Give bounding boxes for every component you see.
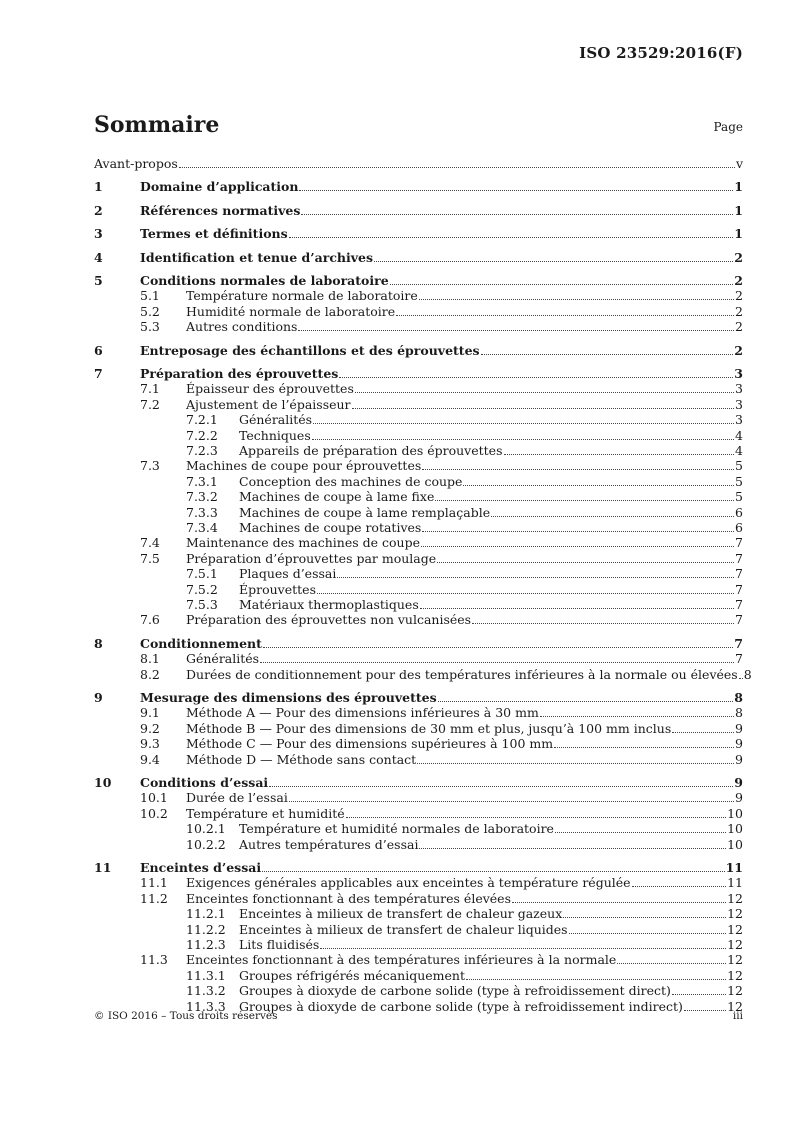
toc-entry[interactable] xyxy=(94,343,743,359)
toc-entry[interactable] xyxy=(94,821,743,837)
toc-entry-page: 3 xyxy=(735,412,743,428)
dot-leader xyxy=(352,408,735,409)
toc-entry-number: 10 xyxy=(94,775,112,790)
toc-entry-page: 4 xyxy=(735,427,743,443)
toc-entry-number: 10.2.1 xyxy=(186,821,226,837)
toc-entry-page: 9 xyxy=(734,775,743,790)
page-footer xyxy=(94,1010,743,1026)
dot-leader xyxy=(320,948,726,949)
toc-entry[interactable] xyxy=(94,428,743,444)
toc-entry[interactable] xyxy=(94,612,743,628)
toc-entry-title: Enceintes d’essai xyxy=(140,860,262,875)
toc-entry-number: 7.5.2 xyxy=(186,581,218,597)
dot-leader xyxy=(390,284,734,285)
page-title: Sommaire xyxy=(94,112,220,138)
dot-leader xyxy=(422,531,734,532)
toc-entry[interactable] xyxy=(94,304,743,320)
toc-entry-page: 12 xyxy=(727,998,743,1014)
toc-entry[interactable] xyxy=(94,837,743,853)
dot-leader xyxy=(540,716,734,717)
toc-entry-title: Température et humidité xyxy=(186,805,345,821)
toc-entry-number: 5.3 xyxy=(140,319,160,335)
toc-entry-title: Groupes à dioxyde de carbone solide (type à refroidissement indirect) xyxy=(239,998,683,1014)
toc-entry-title: Techniques xyxy=(239,427,311,443)
toc-entry-number: 3 xyxy=(94,226,103,242)
toc-entry-page: 2 xyxy=(734,342,743,358)
dot-leader xyxy=(466,979,726,980)
toc-entry-page: 7 xyxy=(735,612,743,628)
toc-entry[interactable] xyxy=(94,273,743,289)
toc-entry-title: Ajustement de l’épaisseur xyxy=(186,396,351,412)
dot-leader xyxy=(422,469,734,470)
toc-entry[interactable] xyxy=(94,860,743,876)
toc-entry-title: Méthode A — Pour des dimensions inférieures à 30 mm xyxy=(186,705,539,721)
toc-entry-number: 7.3.3 xyxy=(186,504,218,520)
toc-entry-title: Groupes à dioxyde de carbone solide (type à refroidissement direct) xyxy=(239,983,671,999)
toc-entry-number: 11 xyxy=(94,860,112,875)
toc-entry-number: 8.2 xyxy=(140,666,160,682)
toc-entry-number: 10.2.2 xyxy=(186,836,226,852)
toc-entry[interactable] xyxy=(94,690,743,706)
dot-leader xyxy=(262,871,724,872)
toc-entry-title: Enceintes à milieux de transfert de chaleur gazeux xyxy=(239,906,563,922)
toc-entry-title: Autres températures d’essai xyxy=(239,836,419,852)
toc-entry-number: 11.2.1 xyxy=(186,906,226,922)
toc-entry-title: Groupes réfrigérés mécaniquement xyxy=(239,967,465,983)
toc-entry[interactable] xyxy=(94,922,743,938)
toc-entry[interactable] xyxy=(94,721,743,737)
toc-entry[interactable] xyxy=(94,319,743,335)
toc-entry-page: 7 xyxy=(735,550,743,566)
toc-entry-title: Durées de conditionnement pour des températures inférieures à la normale ou élevées xyxy=(186,666,738,682)
toc-entry-title: Méthode D — Méthode sans contact xyxy=(186,751,417,767)
toc-entry[interactable] xyxy=(94,651,743,667)
toc-entry-number: 11.3.1 xyxy=(186,967,226,983)
toc-entry[interactable] xyxy=(94,250,743,266)
dot-leader xyxy=(563,917,726,918)
toc-entry-number: 7.2 xyxy=(140,396,160,412)
toc-entry-number: 7.5.1 xyxy=(186,566,218,582)
document-id: ISO 23529:2016(F) xyxy=(579,44,743,62)
dot-leader xyxy=(313,423,734,424)
dot-leader xyxy=(739,678,743,679)
dot-leader xyxy=(337,577,734,578)
toc-entry-page: 12 xyxy=(727,937,743,952)
toc-entry-title: Machines de coupe à lame fixe xyxy=(239,489,435,505)
toc-entry-number: 7.3 xyxy=(140,458,160,474)
toc-entry-page: 2 xyxy=(735,303,743,319)
toc-entry[interactable] xyxy=(94,443,743,459)
dot-leader xyxy=(512,902,726,903)
dot-leader xyxy=(301,214,733,215)
toc-entry-number: 7.5.3 xyxy=(186,597,218,612)
toc-entry-title: Machines de coupe rotatives xyxy=(239,520,422,535)
dot-leader xyxy=(298,330,734,331)
toc-entry-page: 12 xyxy=(727,890,743,906)
toc-entry-number: 7.6 xyxy=(140,612,160,628)
toc-entry-page: 1 xyxy=(734,202,743,218)
dot-leader xyxy=(472,623,734,624)
toc-entry-title: Lits fluidisés xyxy=(239,937,320,952)
toc-entry-number: 7.4 xyxy=(140,535,160,551)
toc-entry-page: 11 xyxy=(725,860,743,875)
toc-entry[interactable] xyxy=(94,636,743,652)
dot-leader xyxy=(672,994,726,995)
toc-entry-page: 9 xyxy=(735,736,743,752)
toc-entry-page: 2 xyxy=(735,288,743,304)
toc-entry-page: 7 xyxy=(735,566,743,582)
dot-leader xyxy=(481,354,734,355)
toc-entry[interactable] xyxy=(94,397,743,413)
toc-entry[interactable] xyxy=(94,736,743,752)
dot-leader xyxy=(312,439,734,440)
toc-entry-title: Enceintes fonctionnant à des températures inférieures à la normale xyxy=(186,952,617,968)
dot-leader xyxy=(491,516,734,517)
dot-leader xyxy=(555,832,726,833)
toc-entry-number: 6 xyxy=(94,342,103,358)
toc-entry-page: 12 xyxy=(727,952,743,968)
copyright-notice: © ISO 2016 – Tous droits réservés xyxy=(94,1010,278,1022)
toc-entry-page: 12 xyxy=(727,906,743,922)
toc-entry-page: 5 xyxy=(735,473,743,489)
toc-entry-number: 9.3 xyxy=(140,736,160,752)
toc-entry-title: Préparation des éprouvettes xyxy=(140,366,339,381)
toc-entry-number: 10.2 xyxy=(140,805,168,821)
toc-entry-page: 2 xyxy=(735,319,743,335)
toc-entry-title: Plaques d’essai xyxy=(239,566,337,582)
toc-entry-title: Machines de coupe à lame remplaçable xyxy=(239,504,491,520)
dot-leader xyxy=(417,763,734,764)
toc-entry-page: 1 xyxy=(734,226,743,242)
toc-entry[interactable] xyxy=(94,891,743,907)
toc-entry[interactable] xyxy=(94,790,743,806)
toc-entry-page: 3 xyxy=(734,366,743,381)
toc-entry-page: 11 xyxy=(727,875,743,891)
toc-entry-page: 5 xyxy=(735,489,743,505)
toc-entry[interactable] xyxy=(94,952,743,968)
toc-entry-number: 8.1 xyxy=(140,651,160,667)
toc-entry[interactable] xyxy=(94,551,743,567)
toc-entry-page: v xyxy=(735,156,743,171)
toc-entry[interactable] xyxy=(94,983,743,999)
dot-leader xyxy=(420,608,734,609)
toc-entry[interactable] xyxy=(94,937,743,953)
dot-leader xyxy=(179,167,735,168)
toc-entry[interactable] xyxy=(94,381,743,397)
dot-leader xyxy=(438,701,734,702)
toc-entry[interactable] xyxy=(94,520,743,536)
toc-entry-number: 9 xyxy=(94,690,103,705)
toc-entry[interactable] xyxy=(94,288,743,304)
toc-entry-number: 11.2.2 xyxy=(186,921,226,937)
toc-entry[interactable] xyxy=(94,474,743,490)
toc-entry[interactable] xyxy=(94,226,743,242)
dot-leader xyxy=(504,454,735,455)
toc-entry-title: Température et humidité normales de laboratoire xyxy=(239,821,554,837)
toc-entry-title: Maintenance des machines de coupe xyxy=(186,535,420,551)
dot-leader xyxy=(437,562,734,563)
toc-entry-title: Conditions normales de laboratoire xyxy=(140,273,389,288)
dot-leader xyxy=(289,801,734,802)
toc-entry-number: 11.1 xyxy=(140,875,168,891)
toc-entry[interactable] xyxy=(94,179,743,195)
toc-entry-page: 6 xyxy=(735,504,743,520)
toc-entry-page: 12 xyxy=(727,967,743,983)
toc-entry-page: 8 xyxy=(735,705,743,721)
toc-entry[interactable] xyxy=(94,806,743,822)
toc-entry-title: Conditions d’essai xyxy=(140,775,269,790)
toc-entry-page: 3 xyxy=(735,396,743,412)
toc-entry-number: 11.2 xyxy=(140,890,168,906)
toc-entry-number: 7.3.4 xyxy=(186,520,218,535)
toc-entry[interactable] xyxy=(94,505,743,521)
page-number: iii xyxy=(732,1010,743,1022)
dot-leader xyxy=(374,261,733,262)
toc-entry-page: 10 xyxy=(727,821,743,837)
toc-entry-page: 12 xyxy=(727,921,743,937)
toc-entry[interactable] xyxy=(94,412,743,428)
toc-entry-page: 7 xyxy=(734,635,743,651)
dot-leader xyxy=(299,190,733,191)
toc-entry-title: Humidité normale de laboratoire xyxy=(186,303,396,319)
toc-entry-title: Autres conditions xyxy=(186,319,298,335)
toc-entry-page: 7 xyxy=(735,581,743,597)
toc-entry-number: 11.2.3 xyxy=(186,937,226,952)
toc-entry-title: Éprouvettes xyxy=(239,581,316,597)
toc-entry-title: Conditionnement xyxy=(140,635,262,651)
toc-entry-page: 9 xyxy=(735,751,743,767)
toc-entry-number: 7 xyxy=(94,366,103,381)
toc-entry-title: Enceintes à milieux de transfert de chaleur liquides xyxy=(239,921,568,937)
dot-leader xyxy=(263,647,733,648)
toc-entry-number: 5.1 xyxy=(140,288,160,304)
toc-entry-number: 7.1 xyxy=(140,381,160,397)
dot-leader xyxy=(339,377,733,378)
toc-entry-title: Machines de coupe pour éprouvettes xyxy=(186,458,422,474)
toc-entry-number: 10.1 xyxy=(140,790,168,806)
toc-entry-number: 2 xyxy=(94,202,103,218)
toc-entry-page: 6 xyxy=(735,520,743,535)
toc-entry-number: 7.2.1 xyxy=(186,412,218,428)
toc-entry[interactable] xyxy=(94,582,743,598)
toc-entry-title: Méthode C — Pour des dimensions supérieures à 100 mm xyxy=(186,736,554,752)
toc-entry-page: 3 xyxy=(735,381,743,397)
dot-leader xyxy=(419,299,734,300)
toc-entry-number: 7.2.3 xyxy=(186,443,218,458)
toc-entry-title: Épaisseur des éprouvettes xyxy=(186,381,354,397)
toc-entry-page: 2 xyxy=(734,273,743,288)
dot-leader xyxy=(617,963,726,964)
toc-entry-page: 2 xyxy=(734,249,743,265)
toc-entry-title: Exigences générales applicables aux enceintes à température régulée xyxy=(186,875,631,891)
dot-leader xyxy=(419,848,726,849)
toc-entry-title: Généralités xyxy=(186,651,260,667)
dot-leader xyxy=(554,747,734,748)
toc-entry[interactable] xyxy=(94,775,743,791)
toc-entry[interactable] xyxy=(94,906,743,922)
toc-entry[interactable] xyxy=(94,752,743,768)
toc-entry[interactable] xyxy=(94,489,743,505)
toc-entry[interactable] xyxy=(94,968,743,984)
toc-entry[interactable] xyxy=(94,875,743,891)
toc-entry-title: Domaine d’application xyxy=(140,179,299,195)
toc-entry[interactable] xyxy=(94,666,752,683)
toc-entry-title: Méthode B — Pour des dimensions de 30 mm et plus, jusqu’à 100 mm inclus xyxy=(186,720,672,736)
toc-entry-number: 11.3.2 xyxy=(186,983,226,999)
toc-entry-title: Conception des machines de coupe xyxy=(239,473,463,489)
toc-entry-title: Préparation des éprouvettes non vulcanisées xyxy=(186,612,472,628)
toc-entry-page: 9 xyxy=(735,790,743,806)
toc-entry-title: Enceintes fonctionnant à des températures élevées xyxy=(186,890,511,906)
toc-entry-number: 1 xyxy=(94,179,103,195)
toc-entry-title: Température normale de laboratoire xyxy=(186,288,418,304)
toc-entry-title: Appareils de préparation des éprouvettes xyxy=(239,443,503,458)
page-column-label: Page xyxy=(713,120,743,134)
toc-entry-page: 7 xyxy=(735,535,743,551)
toc-entry-page: 5 xyxy=(735,458,743,474)
title-row xyxy=(94,112,743,144)
toc-entry-title: Références normatives xyxy=(140,202,301,218)
dot-leader xyxy=(269,786,733,787)
toc-entry-number: 5.2 xyxy=(140,303,160,319)
toc-entry-number: 7.5 xyxy=(140,550,160,566)
toc-entry[interactable] xyxy=(94,535,743,551)
toc-entry-number: 11.3.3 xyxy=(186,998,226,1014)
toc-entry[interactable] xyxy=(94,705,743,721)
toc-entry-title: Généralités xyxy=(239,412,313,428)
dot-leader xyxy=(289,237,734,238)
toc-entry-page: 4 xyxy=(735,443,743,458)
dot-leader xyxy=(435,500,734,501)
toc-entry-number: 7.2.2 xyxy=(186,427,218,443)
toc-entry-number: 9.1 xyxy=(140,705,160,721)
toc-entry-title: Mesurage des dimensions des éprouvettes xyxy=(140,690,437,705)
toc-entry[interactable] xyxy=(94,566,743,582)
toc-entry-title: Termes et définitions xyxy=(140,226,288,242)
dot-leader xyxy=(421,546,734,547)
toc-entry-number: 7.3.2 xyxy=(186,489,218,505)
toc-entry[interactable] xyxy=(94,203,743,219)
toc-entry-page: 8 xyxy=(743,666,752,682)
toc-entry-number: 11.3 xyxy=(140,952,168,968)
toc-entry-title: Avant-propos xyxy=(94,156,178,171)
toc-entry[interactable] xyxy=(94,366,743,382)
toc-entry-number: 7.3.1 xyxy=(186,473,218,489)
toc-entry-page: 7 xyxy=(735,597,743,612)
toc-entry[interactable] xyxy=(94,458,743,474)
dot-leader xyxy=(632,886,727,887)
dot-leader xyxy=(346,817,726,818)
dot-leader xyxy=(396,315,734,316)
toc-entry-page: 10 xyxy=(727,836,743,852)
toc-entry-title: Durée de l’essai xyxy=(186,790,288,806)
toc-entry-title: Matériaux thermoplastiques xyxy=(239,597,419,612)
toc-entry-page: 12 xyxy=(727,983,743,999)
toc-entry-page: 7 xyxy=(735,651,743,667)
dot-leader xyxy=(355,392,734,393)
toc-entry-page: 10 xyxy=(727,805,743,821)
toc-entry-title: Identification et tenue d’archives xyxy=(140,249,374,265)
dot-leader xyxy=(317,593,734,594)
dot-leader xyxy=(569,933,727,934)
toc-entry-number: 4 xyxy=(94,249,103,265)
toc-entry-page: 9 xyxy=(735,720,743,736)
toc-entry-page: 8 xyxy=(734,690,743,705)
toc-entry-number: 9.2 xyxy=(140,720,160,736)
dot-leader xyxy=(463,485,734,486)
toc-entry-number: 9.4 xyxy=(140,751,160,767)
toc-entry-number: 8 xyxy=(94,635,103,651)
toc-entry[interactable] xyxy=(94,597,743,613)
dot-leader xyxy=(260,662,734,663)
toc-entry-number: 5 xyxy=(94,273,103,288)
toc-entry-title: Entreposage des échantillons et des éprouvettes xyxy=(140,342,480,358)
toc-entry[interactable] xyxy=(94,156,743,172)
toc-entry-title: Préparation d’éprouvettes par moulage xyxy=(186,550,437,566)
dot-leader xyxy=(672,732,734,733)
toc-entry-page: 1 xyxy=(734,179,743,195)
